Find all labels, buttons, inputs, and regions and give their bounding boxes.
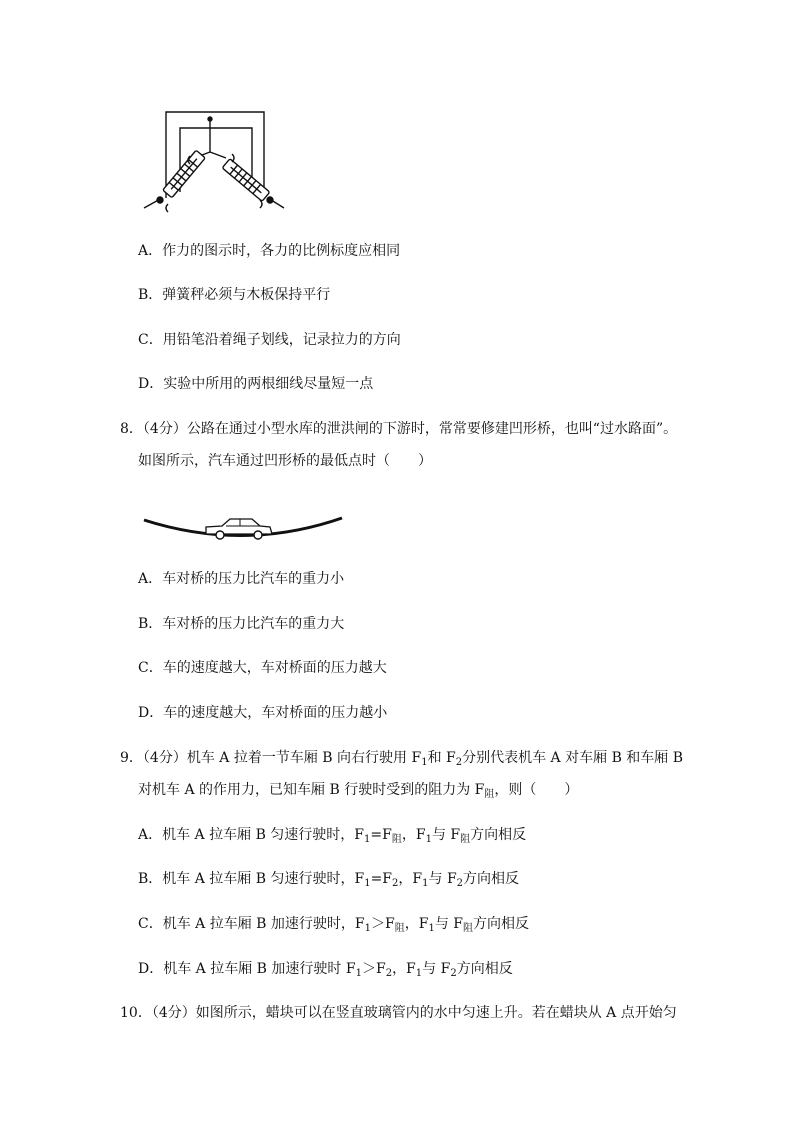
q9-a-text: 与 F	[431, 827, 461, 843]
q9-c-sub: 阻	[394, 923, 405, 934]
q8-option-b: B．车对桥的压力比汽车的重力大	[138, 616, 345, 632]
q9-a-text: ，F	[401, 827, 426, 843]
q9-d-text: 方向相反	[456, 961, 513, 977]
q9-b-text: B．机车 A 拉车厢 B 匀速行驶时，F	[138, 871, 365, 887]
q9-c-text: 与 F	[434, 916, 463, 932]
q9-d-sub: 2	[450, 968, 457, 979]
q9-c-text: ＞F	[371, 916, 395, 932]
q9-stem-b: 和 F	[427, 750, 456, 766]
q9-b-sub: 1	[364, 878, 371, 889]
q9-a-sub: 1	[364, 834, 371, 845]
q9-b-sub: 2	[456, 878, 464, 889]
q9-option-a	[138, 825, 526, 845]
q9-b-text: 方向相反	[463, 871, 520, 887]
q9-stem-sub-zu: 阻	[484, 789, 495, 800]
q9-a-text: =F	[370, 827, 392, 843]
q9-c-sub: 阻	[462, 923, 473, 934]
concave-bridge-figure	[140, 508, 350, 548]
q9-stem-a: 9．（4分）机车 A 拉着一节车厢 B 向右行驶用 F	[120, 750, 422, 766]
q9-c-text: ，F	[404, 916, 429, 932]
q9-c-text: 方向相反	[472, 916, 529, 932]
q9-d-text: D．机车 A 拉车厢 B 加速行驶时 F	[138, 961, 356, 977]
q9-d-sub: 1	[415, 968, 423, 979]
q9-c-sub: 1	[428, 923, 435, 934]
q9-c-text: C．机车 A 拉车厢 B 加速行驶时，F	[138, 916, 365, 932]
q9-stem-line2-b: ，则（ ）	[494, 782, 579, 798]
q7-option-a: A．作力的图示时，各力的比例标度应相同	[138, 243, 401, 259]
q9-d-text: 与 F	[422, 961, 451, 977]
q9-stem-sub2: 2	[455, 757, 463, 768]
q9-a-sub: 1	[425, 834, 432, 845]
q9-stem-line2-a: 对机车 A 的作用力，已知车厢 B 行驶时受到的阻力为 F	[138, 782, 485, 798]
q9-option-b	[138, 869, 519, 889]
q9-stem-line2	[138, 780, 578, 800]
q9-d-sub: 1	[355, 968, 362, 979]
q9-b-text: 与 F	[428, 871, 457, 887]
q9-d-sub: 2	[385, 968, 393, 979]
q9-c-sub: 1	[364, 923, 371, 934]
q9-option-d	[138, 959, 513, 979]
spring-scale-figure	[140, 108, 300, 218]
q8-option-d: D．车的速度越大，车对桥面的压力越小	[138, 705, 388, 721]
q9-stem-line1	[120, 748, 683, 768]
q10-stem-line1: 10．（4分）如图所示，蜡块可以在竖直玻璃管内的水中匀速上升。若在蜡块从 A 点开始匀	[120, 1005, 677, 1021]
q9-b-sub: 2	[392, 878, 399, 889]
q9-a-sub: 阻	[391, 834, 402, 845]
q9-a-text: A．机车 A 拉车厢 B 匀速行驶时，F	[138, 827, 365, 843]
q9-b-text: ，F	[398, 871, 423, 887]
q9-d-text: ，F	[392, 961, 416, 977]
q9-b-text: =F	[370, 871, 393, 887]
q9-a-text: 方向相反	[470, 827, 527, 843]
q8-option-a: A．车对桥的压力比汽车的重力小	[138, 571, 345, 587]
q7-option-b: B．弹簧秤必须与木板保持平行	[138, 287, 331, 303]
q7-option-d: D．实验中所用的两根细线尽量短一点	[138, 376, 374, 392]
q9-d-text: ＞F	[361, 961, 386, 977]
q9-option-c	[138, 914, 529, 934]
q9-stem-sub1: 1	[421, 757, 428, 768]
q9-b-sub: 1	[422, 878, 429, 889]
q9-a-sub: 阻	[460, 834, 471, 845]
q8-stem-line2: 如图所示，汽车通过凹形桥的最低点时（ ）	[138, 453, 432, 469]
q9-stem-c: 分别代表机车 A 对车厢 B 和车厢 B	[462, 750, 684, 766]
q8-stem-line1: 8．（4分）公路在通过小型水库的泄洪闸的下游时，常常要修建凹形桥，也叫“过水路面”。	[120, 421, 678, 437]
q7-option-c: C．用铅笔沿着绳子划线，记录拉力的方向	[138, 332, 401, 348]
q8-option-c: C．车的速度越大，车对桥面的压力越大	[138, 660, 387, 676]
